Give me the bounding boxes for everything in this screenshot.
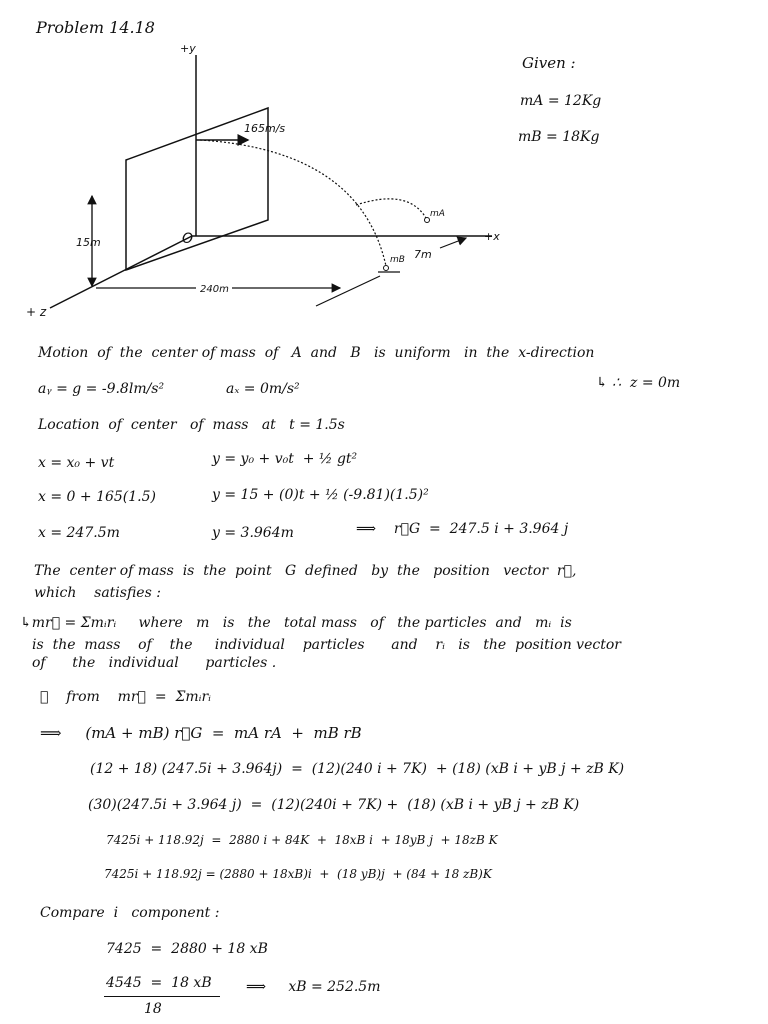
line-where: ↳mr⃗ = Σmᵢrᵢ where m is the total mass of the particles and mᵢ is [20,615,572,631]
line-accel-y: aᵧ = g = -9.8lm/s² [38,381,165,397]
distance-label: 240m [200,284,229,295]
velocity-label: 165m/s [244,122,286,135]
given-mass-a: mA = 12Kg [520,93,602,109]
x-axis-label: +x [484,230,500,243]
given-mass-b: mB = 18Kg [518,129,600,145]
mass-a-label: mA [430,209,445,219]
trajectory-curve [200,140,386,266]
fraction-bar [104,996,220,997]
eq-xb-result: ⟹ xB = 252.5m [246,979,381,995]
eq-expanded: 7425i + 118.92j = 2880 i + 84K + 18xB i + 18yB j + 18zB K [106,833,498,847]
problem-title: Problem 14.18 [36,18,155,37]
line-motion: Motion of the center of mass of A and B is uniform in the x-direction [38,345,595,361]
eq-y-result: y = 3.964m [212,525,294,541]
mass-b-point [384,266,389,271]
eq-substitution-2: (30)(247.5i + 3.964 j) = (12)(240i + 7K) + (18) (xB i + yB j + zB K) [88,797,580,813]
eq-x-formula: x = x₀ + vt [38,455,115,471]
fragment-a-path [356,199,426,218]
eq-fraction-numerator: 4545 = 18 xB [106,975,212,991]
line-particles: of the individual particles . [32,655,277,671]
line-satisfies: which satisfies : [34,585,161,601]
eq-fraction-denominator: 18 [144,1001,162,1017]
eq-y-formula: y = y₀ + v₀t + ½ gt² [212,451,358,467]
eq-x-result: x = 247.5m [38,525,120,541]
line-accel-x: aₓ = 0m/s² [226,381,300,397]
given-heading: Given : [522,54,576,72]
line-mass-desc: is the mass of the individual particles and rᵢ is the position vector [32,637,621,653]
eq-grouped: 7425i + 118.92j = (2880 + 18xB)i + (18 yB)j + (84 + 18 zB)K [104,867,492,881]
eq-com-vector: ⟹ (mA + mB) r⃗G = mA rA + mB rB [40,724,362,742]
eq-i-component: 7425 = 2880 + 18 xB [106,941,268,957]
line-compare: Compare i component : [40,905,220,921]
eq-x-substituted: x = 0 + 165(1.5) [38,489,156,505]
distance-extension [316,276,380,306]
line-z-zero: ↳ ∴ z = 0m [596,375,681,391]
line-from: ∴ from mr⃗ = Σmᵢrᵢ [40,689,211,705]
projectile-diagram [0,0,768,330]
height-label: 15m [76,236,101,249]
y-axis-label: +y [180,42,196,55]
eq-substitution-1: (12 + 18) (247.5i + 3.964j) = (12)(240 i + 7K) + (18) (xB i + yB j + zB K) [90,761,625,777]
z-axis-line [50,236,192,308]
mass-a-point [425,218,430,223]
line-location: Location of center of mass at t = 1.5s [38,417,345,433]
eq-rg-result: ⟹ r⃗G = 247.5 i + 3.964 j [356,521,569,537]
line-definition: The center of mass is the point G defined by the position vector r⃗, [34,563,577,579]
z-axis-label: + z [26,305,47,319]
origin-label: O [182,231,194,247]
eq-y-substituted: y = 15 + (0)t + ½ (-9.81)(1.5)² [212,487,429,503]
mass-b-label: mB [390,255,405,265]
offset-label: 7m [414,248,432,261]
offset-arrow [440,238,466,248]
